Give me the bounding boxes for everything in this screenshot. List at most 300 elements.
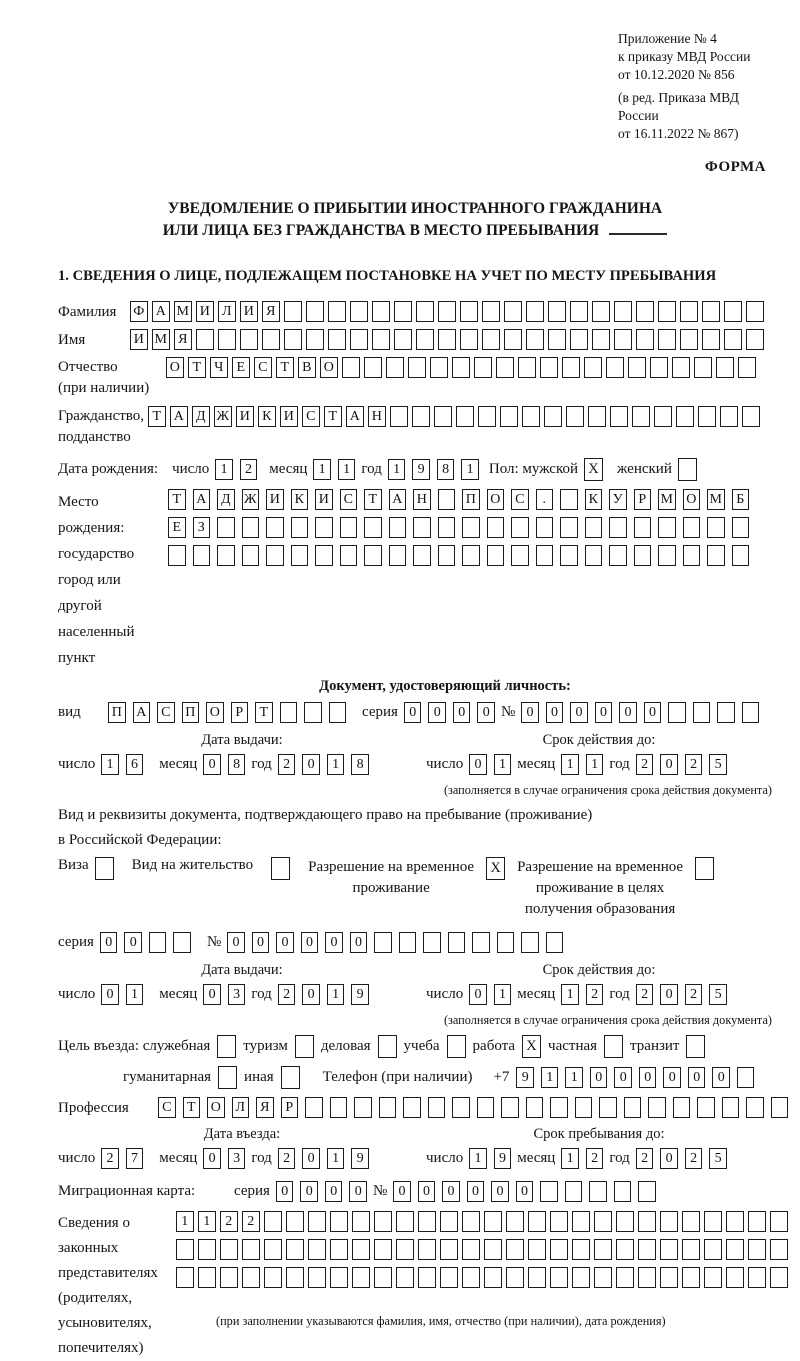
char-cell[interactable] xyxy=(658,329,676,350)
char-cell[interactable]: 1 xyxy=(541,1067,559,1088)
char-cell[interactable] xyxy=(594,1239,612,1260)
char-cell[interactable]: 1 xyxy=(313,459,331,480)
char-cell[interactable] xyxy=(616,1267,634,1288)
res-expiry-year-cells[interactable] xyxy=(636,984,727,1005)
mig-number-cells[interactable] xyxy=(393,1181,656,1202)
doc-issue-year-cells[interactable] xyxy=(278,754,369,775)
char-cell[interactable] xyxy=(484,1239,502,1260)
char-cell[interactable] xyxy=(565,1181,583,1202)
char-cell[interactable]: О xyxy=(683,489,701,510)
char-cell[interactable] xyxy=(413,545,431,566)
char-cell[interactable]: К xyxy=(291,489,309,510)
char-cell[interactable] xyxy=(506,1211,524,1232)
char-cell[interactable]: 0 xyxy=(491,1181,509,1202)
char-cell[interactable] xyxy=(594,1211,612,1232)
char-cell[interactable] xyxy=(374,1267,392,1288)
char-cell[interactable]: 2 xyxy=(586,984,604,1005)
char-cell[interactable]: 8 xyxy=(437,459,455,480)
char-cell[interactable] xyxy=(266,545,284,566)
checkbox-study[interactable] xyxy=(447,1035,466,1058)
char-cell[interactable]: 1 xyxy=(338,459,356,480)
char-cell[interactable]: 5 xyxy=(709,984,727,1005)
char-cell[interactable]: 9 xyxy=(351,984,369,1005)
char-cell[interactable] xyxy=(328,329,346,350)
char-cell[interactable] xyxy=(477,1097,495,1118)
char-cell[interactable] xyxy=(220,1239,238,1260)
char-cell[interactable] xyxy=(176,1239,194,1260)
char-cell[interactable] xyxy=(638,1239,656,1260)
char-cell[interactable] xyxy=(264,1211,282,1232)
char-cell[interactable]: 1 xyxy=(461,459,479,480)
char-cell[interactable] xyxy=(438,489,456,510)
char-cell[interactable] xyxy=(599,1097,617,1118)
char-cell[interactable] xyxy=(748,1267,766,1288)
char-cell[interactable] xyxy=(340,517,358,538)
char-cell[interactable] xyxy=(746,301,764,322)
char-cell[interactable]: Т xyxy=(188,357,206,378)
char-cell[interactable] xyxy=(548,329,566,350)
char-cell[interactable]: И xyxy=(196,301,214,322)
char-cell[interactable] xyxy=(540,357,558,378)
char-cell[interactable] xyxy=(306,329,324,350)
doc-number-cells[interactable] xyxy=(521,702,759,723)
char-cell[interactable]: И xyxy=(236,406,254,427)
doc-issue-day-cells[interactable] xyxy=(101,754,143,775)
char-cell[interactable]: 1 xyxy=(327,754,345,775)
char-cell[interactable]: 0 xyxy=(688,1067,706,1088)
char-cell[interactable] xyxy=(585,517,603,538)
char-cell[interactable] xyxy=(389,517,407,538)
char-cell[interactable] xyxy=(722,1097,740,1118)
char-cell[interactable] xyxy=(173,932,191,953)
char-cell[interactable]: 5 xyxy=(709,1148,727,1169)
char-cell[interactable]: Л xyxy=(232,1097,250,1118)
char-cell[interactable] xyxy=(742,702,760,723)
char-cell[interactable] xyxy=(720,406,738,427)
char-cell[interactable]: Т xyxy=(364,489,382,510)
char-cell[interactable]: П xyxy=(182,702,200,723)
char-cell[interactable] xyxy=(511,517,529,538)
char-cell[interactable] xyxy=(242,545,260,566)
char-cell[interactable] xyxy=(394,301,412,322)
char-cell[interactable] xyxy=(654,406,672,427)
char-cell[interactable]: 0 xyxy=(203,1148,221,1169)
char-cell[interactable]: 0 xyxy=(350,932,368,953)
char-cell[interactable] xyxy=(487,517,505,538)
char-cell[interactable]: 0 xyxy=(469,984,487,1005)
res-issue-month-cells[interactable] xyxy=(203,984,245,1005)
char-cell[interactable] xyxy=(460,329,478,350)
char-cell[interactable]: 9 xyxy=(351,1148,369,1169)
char-cell[interactable] xyxy=(416,329,434,350)
char-cell[interactable]: 0 xyxy=(325,932,343,953)
char-cell[interactable]: 0 xyxy=(349,1181,367,1202)
birth-day-cells[interactable] xyxy=(215,459,257,480)
char-cell[interactable]: Н xyxy=(368,406,386,427)
char-cell[interactable]: С xyxy=(158,1097,176,1118)
char-cell[interactable]: А xyxy=(133,702,151,723)
char-cell[interactable]: 0 xyxy=(660,984,678,1005)
char-cell[interactable] xyxy=(746,329,764,350)
char-cell[interactable] xyxy=(374,932,392,953)
char-cell[interactable] xyxy=(511,545,529,566)
char-cell[interactable] xyxy=(291,545,309,566)
char-cell[interactable] xyxy=(240,329,258,350)
char-cell[interactable] xyxy=(462,545,480,566)
char-cell[interactable] xyxy=(330,1267,348,1288)
char-cell[interactable] xyxy=(528,1211,546,1232)
char-cell[interactable]: 2 xyxy=(278,754,296,775)
char-cell[interactable]: 1 xyxy=(215,459,233,480)
char-cell[interactable] xyxy=(452,1097,470,1118)
char-cell[interactable] xyxy=(732,545,750,566)
char-cell[interactable] xyxy=(672,357,690,378)
char-cell[interactable] xyxy=(575,1097,593,1118)
char-cell[interactable]: Ф xyxy=(130,301,148,322)
char-cell[interactable] xyxy=(673,1097,691,1118)
checkbox-humanitarian[interactable] xyxy=(218,1066,237,1089)
char-cell[interactable] xyxy=(430,357,448,378)
char-cell[interactable]: 8 xyxy=(228,754,246,775)
char-cell[interactable] xyxy=(364,517,382,538)
char-cell[interactable]: 0 xyxy=(325,1181,343,1202)
char-cell[interactable]: Я xyxy=(174,329,192,350)
char-cell[interactable] xyxy=(707,545,725,566)
char-cell[interactable]: М xyxy=(658,489,676,510)
representatives-cells-row3[interactable] xyxy=(176,1267,788,1288)
char-cell[interactable] xyxy=(418,1239,436,1260)
char-cell[interactable]: 0 xyxy=(570,702,588,723)
char-cell[interactable] xyxy=(315,545,333,566)
char-cell[interactable]: А xyxy=(170,406,188,427)
char-cell[interactable] xyxy=(614,1181,632,1202)
char-cell[interactable]: П xyxy=(108,702,126,723)
char-cell[interactable] xyxy=(521,932,539,953)
char-cell[interactable] xyxy=(220,1267,238,1288)
char-cell[interactable] xyxy=(284,329,302,350)
char-cell[interactable]: 9 xyxy=(516,1067,534,1088)
char-cell[interactable]: Ч xyxy=(210,357,228,378)
char-cell[interactable] xyxy=(374,1211,392,1232)
char-cell[interactable] xyxy=(592,301,610,322)
char-cell[interactable] xyxy=(354,1097,372,1118)
profession-cells[interactable] xyxy=(158,1097,788,1118)
char-cell[interactable] xyxy=(330,1211,348,1232)
char-cell[interactable]: 2 xyxy=(685,984,703,1005)
checkbox-other[interactable] xyxy=(281,1066,300,1089)
char-cell[interactable]: 0 xyxy=(644,702,662,723)
char-cell[interactable] xyxy=(724,329,742,350)
char-cell[interactable] xyxy=(632,406,650,427)
char-cell[interactable]: 1 xyxy=(198,1211,216,1232)
char-cell[interactable]: 2 xyxy=(220,1211,238,1232)
char-cell[interactable] xyxy=(560,517,578,538)
char-cell[interactable] xyxy=(352,1211,370,1232)
char-cell[interactable] xyxy=(698,406,716,427)
char-cell[interactable] xyxy=(648,1097,666,1118)
char-cell[interactable] xyxy=(462,517,480,538)
char-cell[interactable]: Е xyxy=(168,517,186,538)
char-cell[interactable]: 0 xyxy=(469,754,487,775)
checkbox-temp-edu[interactable] xyxy=(695,857,714,880)
char-cell[interactable] xyxy=(342,357,360,378)
checkbox-business[interactable] xyxy=(378,1035,397,1058)
char-cell[interactable]: З xyxy=(193,517,211,538)
char-cell[interactable]: Р xyxy=(281,1097,299,1118)
char-cell[interactable]: 0 xyxy=(590,1067,608,1088)
char-cell[interactable] xyxy=(594,1267,612,1288)
char-cell[interactable]: 2 xyxy=(240,459,258,480)
char-cell[interactable] xyxy=(379,1097,397,1118)
res-expiry-day-cells[interactable] xyxy=(469,984,511,1005)
char-cell[interactable] xyxy=(634,545,652,566)
char-cell[interactable] xyxy=(770,1267,788,1288)
char-cell[interactable] xyxy=(660,1239,678,1260)
char-cell[interactable] xyxy=(438,545,456,566)
char-cell[interactable] xyxy=(291,517,309,538)
char-cell[interactable] xyxy=(724,301,742,322)
char-cell[interactable] xyxy=(264,1239,282,1260)
char-cell[interactable] xyxy=(286,1267,304,1288)
char-cell[interactable]: С xyxy=(511,489,529,510)
char-cell[interactable]: 1 xyxy=(469,1148,487,1169)
char-cell[interactable] xyxy=(609,545,627,566)
char-cell[interactable] xyxy=(506,1267,524,1288)
char-cell[interactable]: 0 xyxy=(100,932,118,953)
char-cell[interactable] xyxy=(352,1267,370,1288)
char-cell[interactable] xyxy=(396,1239,414,1260)
char-cell[interactable]: 0 xyxy=(302,984,320,1005)
char-cell[interactable]: Р xyxy=(634,489,652,510)
char-cell[interactable]: В xyxy=(298,357,316,378)
char-cell[interactable] xyxy=(452,357,470,378)
char-cell[interactable] xyxy=(526,301,544,322)
char-cell[interactable] xyxy=(438,517,456,538)
char-cell[interactable] xyxy=(394,329,412,350)
char-cell[interactable]: У xyxy=(609,489,627,510)
char-cell[interactable] xyxy=(770,1211,788,1232)
char-cell[interactable] xyxy=(680,301,698,322)
char-cell[interactable] xyxy=(193,545,211,566)
char-cell[interactable] xyxy=(682,1211,700,1232)
char-cell[interactable]: О xyxy=(206,702,224,723)
birth-month-cells[interactable] xyxy=(313,459,355,480)
char-cell[interactable] xyxy=(668,702,686,723)
char-cell[interactable] xyxy=(526,1097,544,1118)
char-cell[interactable]: Р xyxy=(231,702,249,723)
char-cell[interactable] xyxy=(528,1267,546,1288)
char-cell[interactable]: 0 xyxy=(516,1181,534,1202)
char-cell[interactable]: 0 xyxy=(619,702,637,723)
char-cell[interactable]: М xyxy=(707,489,725,510)
doc-issue-month-cells[interactable] xyxy=(203,754,245,775)
doc-series-cells[interactable] xyxy=(404,702,495,723)
char-cell[interactable] xyxy=(262,329,280,350)
char-cell[interactable] xyxy=(399,932,417,953)
char-cell[interactable] xyxy=(306,301,324,322)
char-cell[interactable] xyxy=(680,329,698,350)
char-cell[interactable]: 9 xyxy=(494,1148,512,1169)
char-cell[interactable] xyxy=(588,406,606,427)
char-cell[interactable] xyxy=(536,545,554,566)
char-cell[interactable] xyxy=(217,517,235,538)
char-cell[interactable]: 1 xyxy=(586,754,604,775)
char-cell[interactable]: Ж xyxy=(214,406,232,427)
checkbox-residence-permit[interactable] xyxy=(271,857,290,880)
char-cell[interactable] xyxy=(478,406,496,427)
char-cell[interactable]: 2 xyxy=(636,1148,654,1169)
char-cell[interactable] xyxy=(496,357,514,378)
char-cell[interactable] xyxy=(732,517,750,538)
char-cell[interactable] xyxy=(460,301,478,322)
res-issue-year-cells[interactable] xyxy=(278,984,369,1005)
char-cell[interactable] xyxy=(217,545,235,566)
char-cell[interactable] xyxy=(462,1211,480,1232)
char-cell[interactable] xyxy=(726,1239,744,1260)
char-cell[interactable] xyxy=(737,1067,755,1088)
char-cell[interactable]: 0 xyxy=(639,1067,657,1088)
char-cell[interactable] xyxy=(364,545,382,566)
char-cell[interactable] xyxy=(704,1211,722,1232)
char-cell[interactable] xyxy=(176,1267,194,1288)
char-cell[interactable]: С xyxy=(254,357,272,378)
stay-day-cells[interactable] xyxy=(469,1148,511,1169)
char-cell[interactable] xyxy=(638,1267,656,1288)
char-cell[interactable] xyxy=(408,357,426,378)
char-cell[interactable]: 0 xyxy=(660,754,678,775)
char-cell[interactable]: 0 xyxy=(203,754,221,775)
res-number-cells[interactable] xyxy=(227,932,563,953)
char-cell[interactable] xyxy=(462,1267,480,1288)
char-cell[interactable]: 0 xyxy=(101,984,119,1005)
char-cell[interactable] xyxy=(396,1211,414,1232)
char-cell[interactable] xyxy=(624,1097,642,1118)
char-cell[interactable]: О xyxy=(166,357,184,378)
char-cell[interactable] xyxy=(560,545,578,566)
name-cells[interactable] xyxy=(130,329,764,350)
char-cell[interactable] xyxy=(606,357,624,378)
char-cell[interactable] xyxy=(497,932,515,953)
char-cell[interactable]: Т xyxy=(148,406,166,427)
char-cell[interactable] xyxy=(702,301,720,322)
char-cell[interactable]: Д xyxy=(192,406,210,427)
checkbox-private[interactable] xyxy=(604,1035,623,1058)
char-cell[interactable] xyxy=(428,1097,446,1118)
char-cell[interactable] xyxy=(742,406,760,427)
char-cell[interactable] xyxy=(330,1239,348,1260)
doc-expiry-year-cells[interactable] xyxy=(636,754,727,775)
char-cell[interactable] xyxy=(440,1239,458,1260)
char-cell[interactable]: М xyxy=(152,329,170,350)
char-cell[interactable] xyxy=(584,357,602,378)
char-cell[interactable] xyxy=(330,1097,348,1118)
char-cell[interactable]: 0 xyxy=(300,1181,318,1202)
char-cell[interactable]: . xyxy=(536,489,554,510)
char-cell[interactable] xyxy=(658,545,676,566)
patronymic-cells[interactable] xyxy=(166,357,756,378)
checkbox-tourism[interactable] xyxy=(295,1035,314,1058)
char-cell[interactable] xyxy=(340,545,358,566)
char-cell[interactable]: К xyxy=(585,489,603,510)
char-cell[interactable] xyxy=(389,545,407,566)
char-cell[interactable]: О xyxy=(487,489,505,510)
char-cell[interactable] xyxy=(372,301,390,322)
char-cell[interactable] xyxy=(416,301,434,322)
char-cell[interactable] xyxy=(522,406,540,427)
char-cell[interactable] xyxy=(560,489,578,510)
char-cell[interactable]: Е xyxy=(232,357,250,378)
char-cell[interactable] xyxy=(196,329,214,350)
char-cell[interactable] xyxy=(504,329,522,350)
char-cell[interactable] xyxy=(550,1267,568,1288)
char-cell[interactable]: 0 xyxy=(301,932,319,953)
char-cell[interactable] xyxy=(482,301,500,322)
char-cell[interactable]: 2 xyxy=(636,754,654,775)
res-expiry-month-cells[interactable] xyxy=(561,984,603,1005)
char-cell[interactable] xyxy=(168,545,186,566)
char-cell[interactable]: 1 xyxy=(565,1067,583,1088)
char-cell[interactable]: 3 xyxy=(228,984,246,1005)
char-cell[interactable] xyxy=(704,1239,722,1260)
char-cell[interactable]: 0 xyxy=(477,702,495,723)
char-cell[interactable] xyxy=(748,1211,766,1232)
char-cell[interactable]: 6 xyxy=(126,754,144,775)
char-cell[interactable]: 1 xyxy=(327,1148,345,1169)
char-cell[interactable]: А xyxy=(193,489,211,510)
char-cell[interactable] xyxy=(650,357,668,378)
char-cell[interactable]: 0 xyxy=(453,702,471,723)
char-cell[interactable] xyxy=(550,1211,568,1232)
char-cell[interactable]: 0 xyxy=(595,702,613,723)
char-cell[interactable] xyxy=(413,517,431,538)
char-cell[interactable]: 0 xyxy=(276,932,294,953)
char-cell[interactable]: 0 xyxy=(393,1181,411,1202)
char-cell[interactable] xyxy=(660,1267,678,1288)
char-cell[interactable]: С xyxy=(302,406,320,427)
char-cell[interactable] xyxy=(198,1267,216,1288)
char-cell[interactable] xyxy=(748,1239,766,1260)
char-cell[interactable] xyxy=(484,1211,502,1232)
char-cell[interactable] xyxy=(707,517,725,538)
char-cell[interactable] xyxy=(716,357,734,378)
char-cell[interactable] xyxy=(504,301,522,322)
char-cell[interactable] xyxy=(694,357,712,378)
char-cell[interactable]: Т xyxy=(276,357,294,378)
char-cell[interactable]: 0 xyxy=(124,932,142,953)
res-issue-day-cells[interactable] xyxy=(101,984,143,1005)
char-cell[interactable] xyxy=(286,1211,304,1232)
char-cell[interactable]: И xyxy=(130,329,148,350)
checkbox-female[interactable] xyxy=(678,458,697,481)
char-cell[interactable] xyxy=(638,1211,656,1232)
char-cell[interactable] xyxy=(536,517,554,538)
char-cell[interactable]: 5 xyxy=(709,754,727,775)
char-cell[interactable] xyxy=(350,301,368,322)
char-cell[interactable]: М xyxy=(174,301,192,322)
representatives-cells-row1[interactable] xyxy=(176,1211,788,1232)
char-cell[interactable]: 2 xyxy=(685,1148,703,1169)
char-cell[interactable] xyxy=(518,357,536,378)
char-cell[interactable] xyxy=(482,329,500,350)
char-cell[interactable] xyxy=(616,1211,634,1232)
char-cell[interactable]: Т xyxy=(183,1097,201,1118)
phone-cells[interactable] xyxy=(516,1067,754,1088)
char-cell[interactable] xyxy=(264,1267,282,1288)
char-cell[interactable] xyxy=(440,1267,458,1288)
char-cell[interactable] xyxy=(403,1097,421,1118)
birth-place-cells-row1[interactable] xyxy=(168,489,749,510)
entry-year-cells[interactable] xyxy=(278,1148,369,1169)
